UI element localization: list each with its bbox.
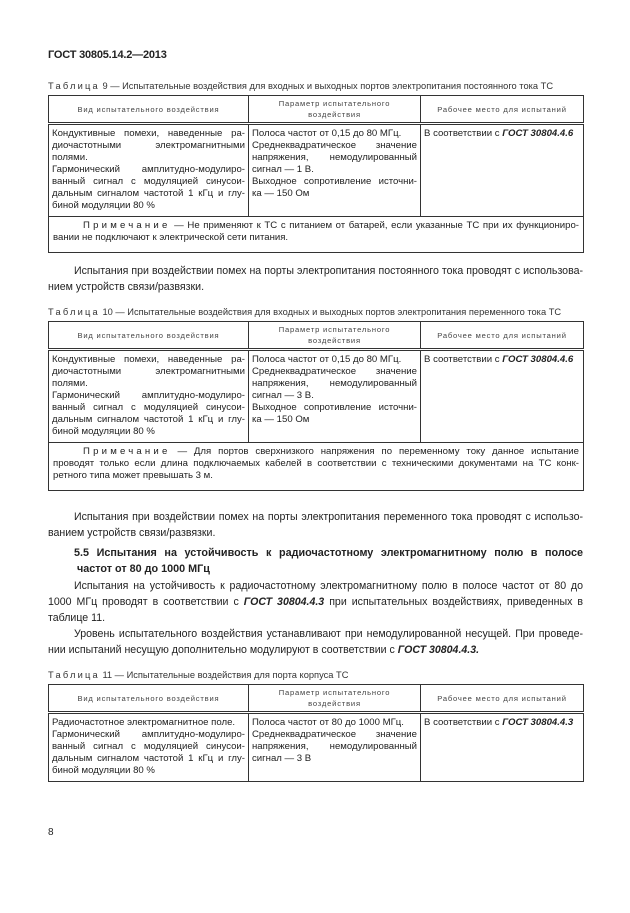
note-text: ретного типа может превышать 3 м. [53, 470, 213, 481]
note-label: Примечание [83, 446, 171, 457]
cell-line: Выходное сопротивление источни- [252, 402, 417, 413]
table-caption [48, 81, 553, 91]
cell-line: Среднеквадратическое значение [252, 140, 417, 151]
table-9 [48, 95, 584, 253]
cell-line: ванный сигнал с модуляцией синусои- [52, 402, 245, 413]
cell-line: биной модуляции 80 % [52, 426, 155, 437]
cell-line: биной модуляции 80 % [52, 200, 155, 211]
cell-line: полями. [52, 378, 88, 389]
cell-line: дальным сигналом частотой 1 кГц и глу- [52, 753, 245, 764]
page-number: 8 [48, 827, 54, 838]
column-header-line: воздействия [308, 110, 361, 119]
cell-line: биной модуляции 80 % [52, 765, 155, 776]
cell-line: сигнал — 3 В [252, 753, 312, 764]
column-header-line: Параметр испытательного [278, 325, 391, 334]
cell-line: напряжения, немодулированный [252, 741, 417, 752]
standard-reference: ГОСТ 30804.4.3. [397, 644, 480, 656]
cell-line: диочастотными электромагнитными [52, 140, 245, 151]
table-caption-title: 11 — Испытательные воздействия для порта корпуса ТС [102, 670, 349, 680]
table-row [49, 713, 584, 782]
column-header: Рабочее место для испытаний [421, 685, 584, 713]
table-row [49, 124, 584, 217]
table-caption-label: Таблица [48, 670, 100, 680]
table-header-row [49, 685, 584, 713]
table-11 [48, 684, 584, 782]
cell-line: Гармонический амплитудно-модулиро- [52, 164, 245, 175]
cell-line: ка — 150 Ом [252, 188, 310, 199]
table-caption-label: Таблица [48, 307, 100, 317]
document-header: ГОСТ 30805.14.2—2013 [48, 49, 167, 61]
paragraph-ac-coupling [48, 509, 583, 541]
column-header: Рабочее место для испытаний [421, 322, 584, 350]
cell-line: напряжения, немодулированный [252, 378, 417, 389]
standard-reference: ГОСТ 30804.4.3 [502, 717, 574, 728]
cell-line: Гармонический амплитудно-модулиро- [52, 390, 245, 401]
column-header: Вид испытательного воздействия [49, 685, 249, 713]
note-line [53, 470, 579, 482]
cell-line: Выходное сопротивление источни- [252, 176, 417, 187]
cell-line: Среднеквадратическое значение [252, 729, 417, 740]
paragraph-line: Испытания при воздействии помех на порты электропитания переменного тока проводят с использо- [74, 511, 583, 523]
paragraph-line: Уровень испытательного воздействия устанавливают при немодулированной несущей. При проведе- [74, 628, 583, 640]
cell-line: Гармонический амплитудно-модулиро- [52, 729, 245, 740]
column-header-line: Параметр испытательного [278, 688, 391, 697]
paragraph-line: Испытания при воздействии помех на порты электропитания постоянного тока проводят с использова- [74, 265, 583, 277]
column-header [249, 322, 421, 350]
note-line [53, 446, 579, 458]
column-header: Вид испытательного воздействия [49, 322, 249, 350]
table-note-row [49, 443, 584, 491]
cell-test-site [421, 713, 584, 782]
paragraph-rf-field [48, 578, 583, 626]
cell-line: полями. [52, 152, 88, 163]
cell-test-parameter [249, 350, 421, 443]
cell-test-parameter [249, 124, 421, 217]
column-header-line: Параметр испытательного [278, 99, 391, 108]
note-line [53, 220, 579, 232]
table-note-row [49, 217, 584, 253]
cell-line: напряжения, немодулированный [252, 152, 417, 163]
note-line [53, 232, 579, 244]
column-header [249, 685, 421, 713]
heading-line: частот от 80 до 1000 МГц [77, 563, 210, 575]
cell-test-type [49, 713, 249, 782]
table-note [49, 217, 584, 253]
cell-line: ванный сигнал с модуляцией синусои- [52, 741, 245, 752]
column-header-line: воздействия [308, 336, 361, 345]
standard-reference: ГОСТ 30804.4.6 [502, 354, 574, 365]
cell-text: В соответствии с [424, 354, 503, 365]
cell-text: В соответствии с [424, 128, 503, 139]
cell-line: сигнал — 3 В. [252, 390, 314, 401]
note-text: — Для портов сверхнизкого напряжения по переменному току данное испытание [177, 446, 579, 457]
table-caption [48, 670, 348, 680]
cell-text: В соответствии с [424, 717, 503, 728]
note-text: — Не применяют к ТС с питанием от батарей, если указанные ТС при их функциониро- [174, 220, 580, 231]
column-header [249, 96, 421, 124]
column-header-line: воздействия [308, 699, 361, 708]
table-note [49, 443, 584, 491]
column-header: Вид испытательного воздействия [49, 96, 249, 124]
paragraph-line: ванием устройств связи/развязки. [48, 527, 216, 539]
column-header: Рабочее место для испытаний [421, 96, 584, 124]
note-line [53, 458, 579, 470]
table-caption-label: Таблица [48, 81, 100, 91]
note-text: вании не подключают к электрической сети питания. [53, 232, 289, 243]
standard-reference: ГОСТ 30804.4.3 [243, 596, 325, 608]
cell-test-parameter [249, 713, 421, 782]
paragraph-line: таблице 11. [48, 612, 106, 624]
section-heading-5-5 [74, 545, 583, 577]
cell-line: Кондуктивные помехи, наведенные ра- [52, 354, 245, 365]
cell-test-type [49, 350, 249, 443]
cell-line: ка — 150 Ом [252, 414, 310, 425]
cell-test-site [421, 124, 584, 217]
table-row [49, 350, 584, 443]
cell-line: Полоса частот от 0,15 до 80 МГц. [252, 354, 402, 365]
cell-line: дальным сигналом частотой 1 кГц и глу- [52, 188, 245, 199]
cell-test-site [421, 350, 584, 443]
cell-line: дальным сигналом частотой 1 кГц и глу- [52, 414, 245, 425]
table-caption-title: 10 — Испытательные воздействия для входных и выходных портов электропитания переменного тока ТС [102, 307, 562, 317]
paragraph-text: 1000 МГц проводят в соответствии с [48, 596, 244, 608]
table-caption [48, 307, 561, 317]
table-caption-title: 9 — Испытательные воздействия для входных и выходных портов электропитания постоянного тока ТС [102, 81, 554, 91]
cell-line: Кондуктивные помехи, наведенные ра- [52, 128, 245, 139]
cell-line: Полоса частот от 80 до 1000 МГц. [252, 717, 404, 728]
table-10 [48, 321, 584, 491]
table-header-row [49, 96, 584, 124]
standard-reference: ГОСТ 30804.4.6 [502, 128, 574, 139]
paragraph-dc-coupling [48, 263, 583, 295]
heading-line: 5.5 Испытания на устойчивость к радиочастотному электромагнитному полю в полосе [74, 547, 583, 559]
cell-line: Полоса частот от 0,15 до 80 МГц. [252, 128, 402, 139]
cell-line: Радиочастотное электромагнитное поле. [52, 717, 236, 728]
paragraph-text: при испытательных воздействиях, приведенных в [324, 596, 583, 608]
cell-line: сигнал — 1 В. [252, 164, 314, 175]
paragraph-line: Испытания на устойчивость к радиочастотному электромагнитному полю в полосе частот от 80 до [74, 580, 583, 592]
note-label: Примечание [83, 220, 171, 231]
table-header-row [49, 322, 584, 350]
paragraph-modulation [48, 626, 583, 658]
cell-line: Среднеквадратическое значение [252, 366, 417, 377]
note-text: проводят только если длина подключаемых кабелей в соответствии с техническими документами на ТС конк- [53, 458, 579, 469]
paragraph-text: нии испытаний несущую дополнительно модулируют в соответствии с [48, 644, 398, 656]
cell-line: ванный сигнал с модуляцией синусои- [52, 176, 245, 187]
cell-line: диочастотными электромагнитными [52, 366, 245, 377]
cell-test-type [49, 124, 249, 217]
paragraph-line: нием устройств связи/развязки. [48, 281, 205, 293]
